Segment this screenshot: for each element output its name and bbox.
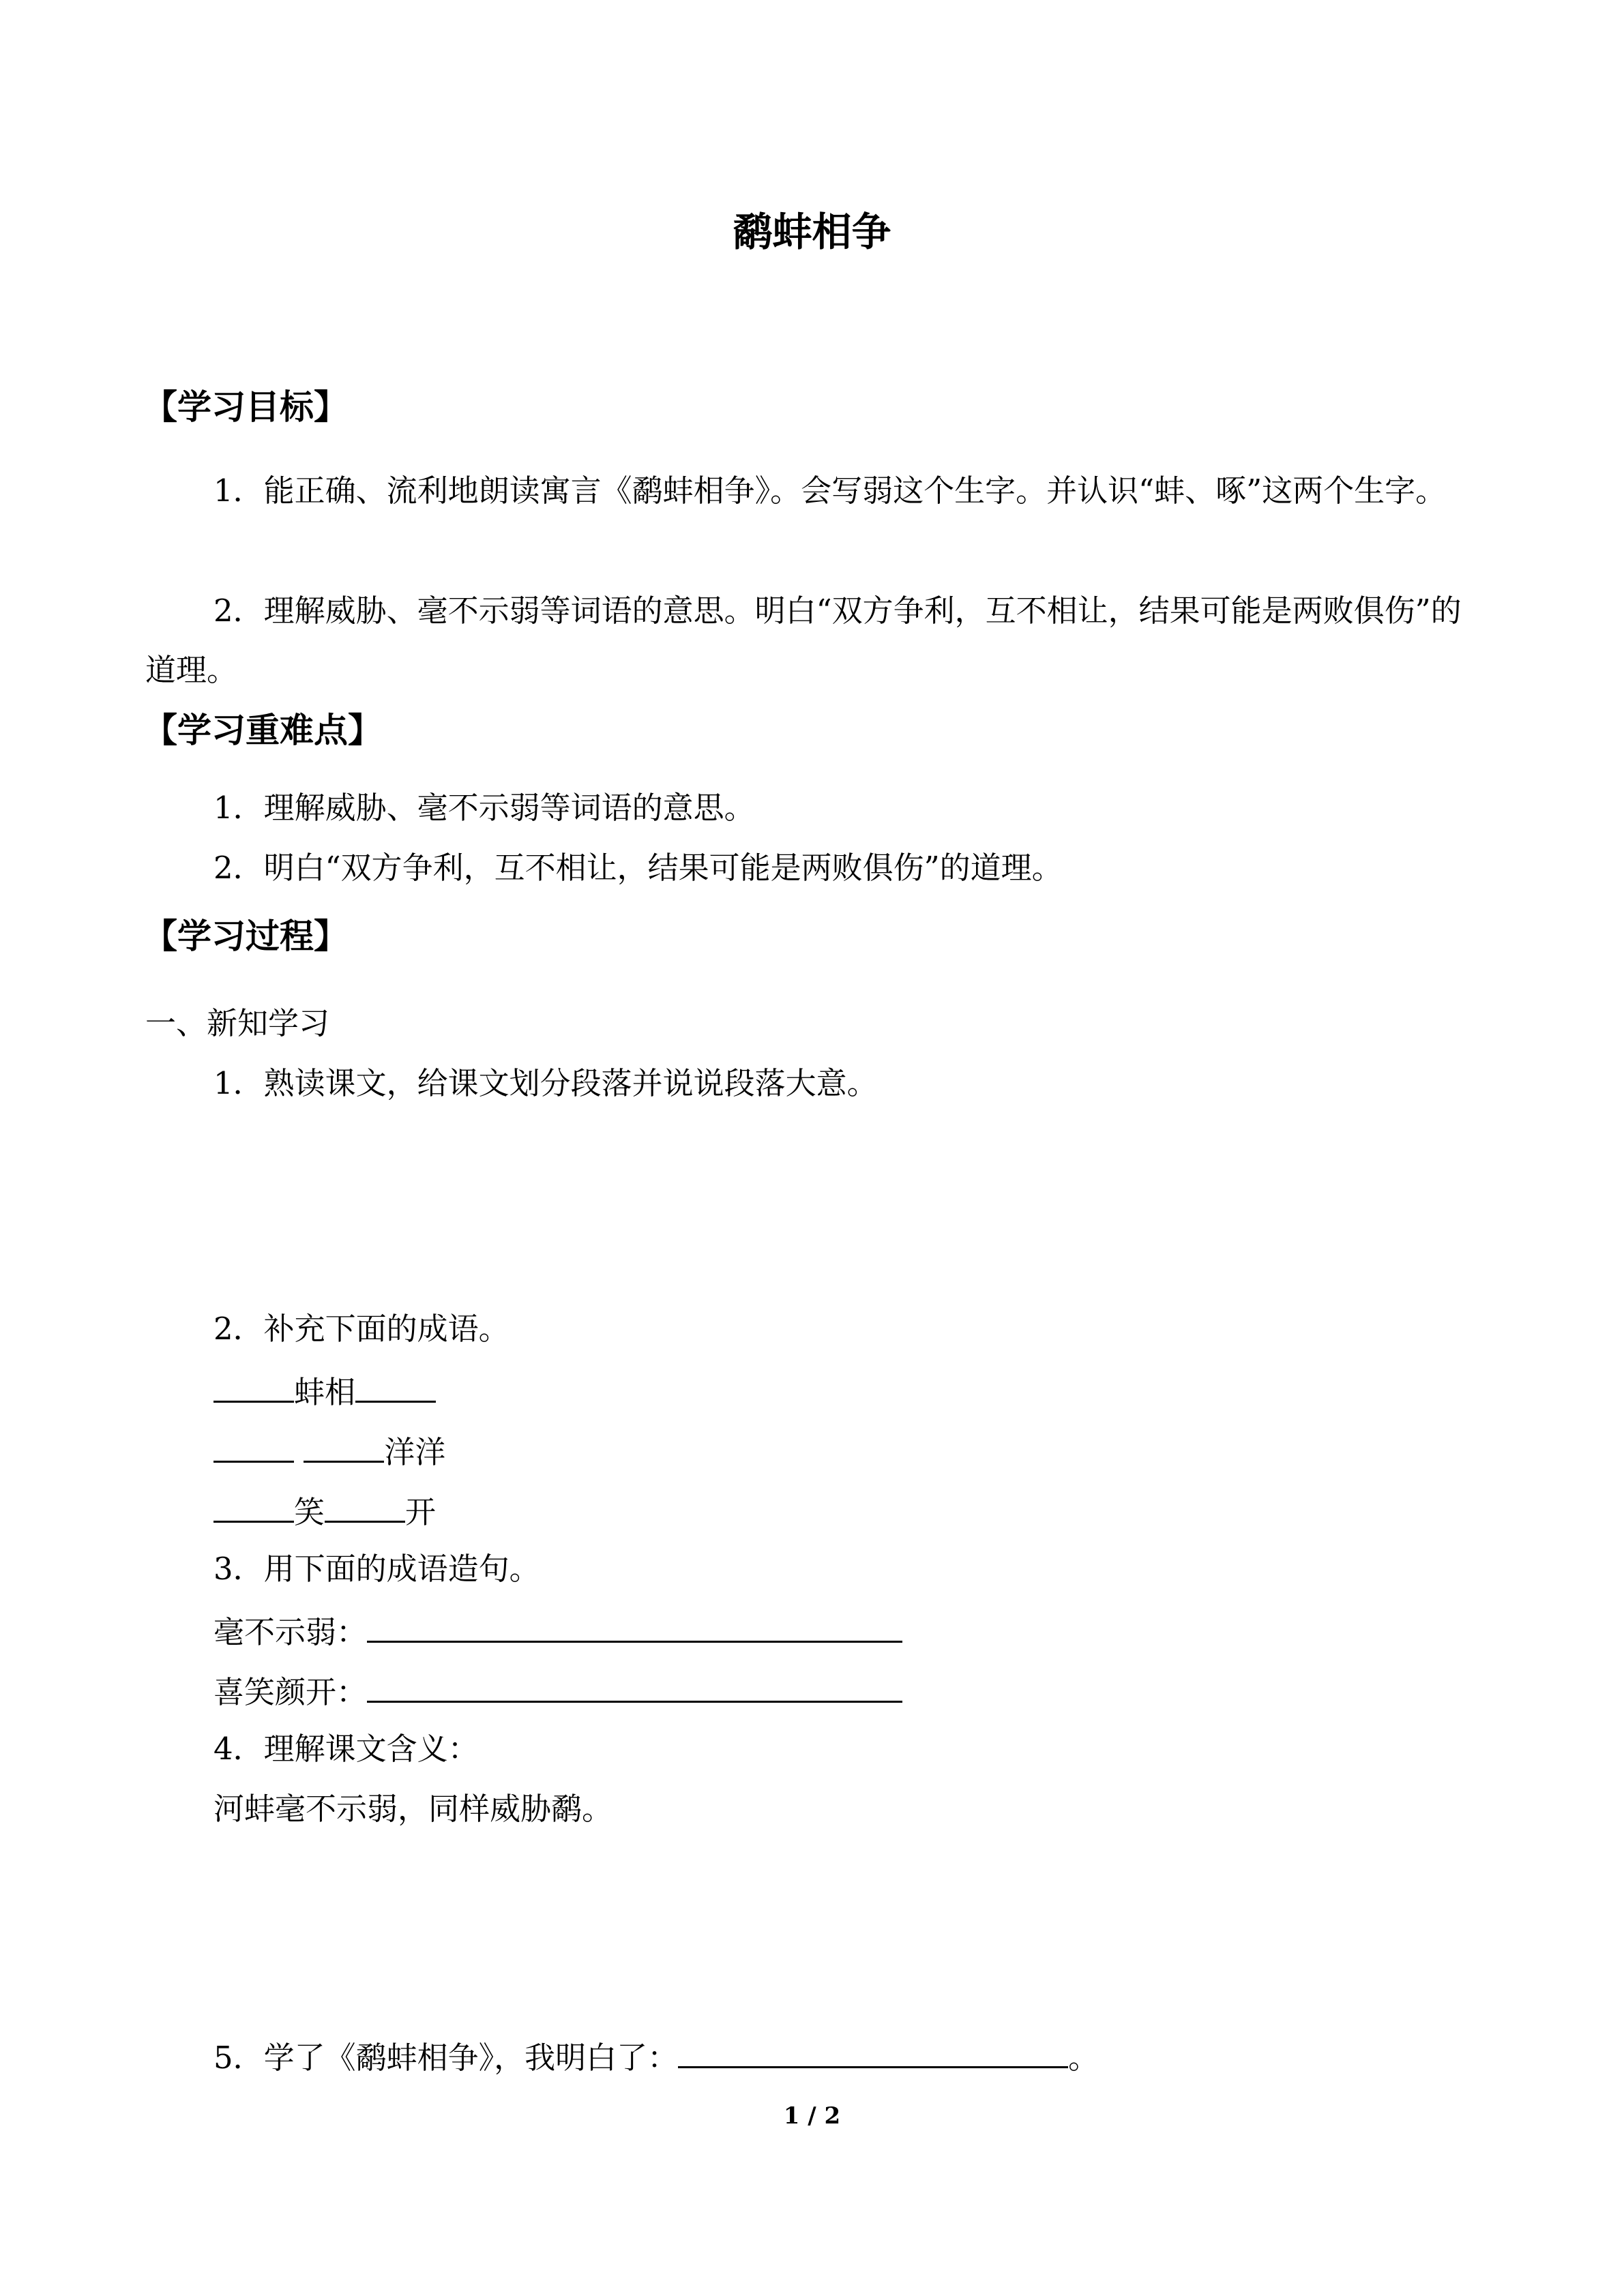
idiom-fill-1 bbox=[213, 1365, 436, 1416]
question-3: 3．用下面的成语造句。 bbox=[213, 1551, 540, 1587]
question-5-prefix: 5．学了《鹬蚌相争》，我明白了： bbox=[213, 2040, 679, 2076]
question-5-answer-line[interactable] bbox=[678, 2031, 1068, 2068]
objective-item-2: 2．理解威胁、毫不示弱等词语的意思。明白“双方争利，互不相让，结果可能是两败俱伤”的道理。 bbox=[145, 593, 1462, 688]
question-5 bbox=[213, 2031, 1099, 2082]
idiom-blank[interactable] bbox=[355, 1365, 436, 1403]
sentence-row-1 bbox=[213, 1605, 902, 1656]
sub-heading-new-knowledge: 一、新知学习 bbox=[145, 1005, 330, 1041]
section-heading-objectives: 【学习目标】 bbox=[143, 387, 348, 427]
key-point-item-1: 1．理解威胁、毫不示弱等词语的意思。 bbox=[213, 790, 755, 826]
idiom-blank[interactable] bbox=[213, 1365, 294, 1403]
idiom-fill-2 bbox=[213, 1425, 445, 1476]
sentence-row-2 bbox=[213, 1665, 902, 1716]
idiom-fill-3 bbox=[213, 1485, 436, 1536]
section-heading-process: 【学习过程】 bbox=[143, 916, 348, 956]
page-title: 鹬蚌相争 bbox=[733, 209, 891, 255]
sentence-answer-line[interactable] bbox=[367, 1665, 902, 1703]
question-4: 4．理解课文含义： bbox=[213, 1731, 479, 1767]
idiom-blank[interactable] bbox=[213, 1485, 294, 1523]
question-4-text: 河蚌毫不示弱，同样威胁鹬。 bbox=[213, 1791, 613, 1827]
section-heading-key-points: 【学习重难点】 bbox=[143, 711, 382, 750]
idiom-text: 笑 bbox=[294, 1494, 325, 1530]
question-1: 1．熟读课文，给课文划分段落并说说段落大意。 bbox=[213, 1065, 878, 1101]
objective-item-1: 1．能正确、流利地朗读寓言《鹬蚌相争》。会写弱这个生字。并认识“蚌、啄”这两个生字。 bbox=[213, 473, 1447, 509]
idiom-blank[interactable] bbox=[304, 1425, 384, 1463]
sentence-answer-line[interactable] bbox=[367, 1605, 902, 1643]
question-5-suffix: 。 bbox=[1068, 2040, 1099, 2076]
sentence-label: 喜笑颜开： bbox=[213, 1674, 368, 1710]
idiom-text: 洋洋 bbox=[384, 1434, 446, 1470]
idiom-text: 蚌相 bbox=[294, 1374, 356, 1410]
idiom-blank[interactable] bbox=[325, 1485, 405, 1523]
idiom-text: 开 bbox=[405, 1494, 437, 1530]
sentence-label: 毫不示弱： bbox=[213, 1614, 368, 1650]
question-2: 2．补充下面的成语。 bbox=[213, 1311, 510, 1347]
page-number: 1 / 2 bbox=[783, 2102, 841, 2130]
idiom-blank[interactable] bbox=[213, 1425, 294, 1463]
key-point-item-2: 2．明白“双方争利，互不相让，结果可能是两败俱伤”的道理。 bbox=[213, 850, 1063, 886]
